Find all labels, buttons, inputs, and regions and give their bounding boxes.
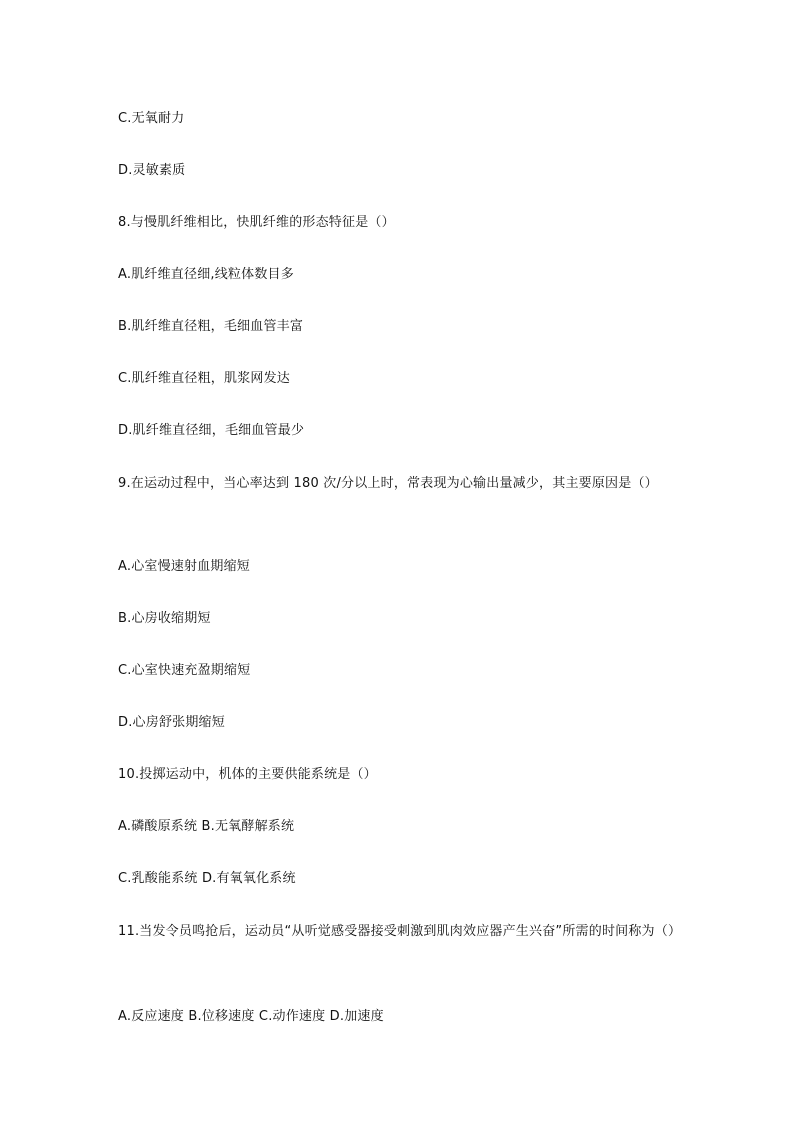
option-line: A.磷酸原系统 B.无氧酵解系统 xyxy=(118,819,295,834)
option-line: B.肌纤维直径粗，毛细血管丰富 xyxy=(118,319,304,334)
option-line: C.心室快速充盈期缩短 xyxy=(118,663,251,678)
option-line: C.无氧耐力 xyxy=(118,111,185,126)
option-line: D.肌纤维直径细，毛细血管最少 xyxy=(118,423,305,438)
option-line: C.肌纤维直径粗，肌浆网发达 xyxy=(118,371,291,386)
question-line: 11.当发令员鸣抢后，运动员“从听觉感受器接受刺激到肌肉效应器产生兴奋”所需的时间称为（） xyxy=(118,924,682,939)
option-line: C.乳酸能系统 D.有氧氧化系统 xyxy=(118,871,296,886)
option-line: D.灵敏素质 xyxy=(118,163,186,178)
option-line: D.心房舒张期缩短 xyxy=(118,715,225,730)
option-line: A.心室慢速射血期缩短 xyxy=(118,559,250,574)
option-line: A.肌纤维直径细,线粒体数目多 xyxy=(118,267,294,282)
question-line: 8.与慢肌纤维相比，快肌纤维的形态特征是（） xyxy=(118,215,395,230)
option-line: A.反应速度 B.位移速度 C.动作速度 D.加速度 xyxy=(118,1009,384,1024)
option-line: B.心房收缩期短 xyxy=(118,611,211,626)
question-line: 10.投掷运动中，机体的主要供能系统是（） xyxy=(118,767,377,782)
question-line: 9.在运动过程中，当心率达到 180 次/分以上时，常表现为心输出量减少，其主要原因是（） xyxy=(118,476,658,491)
